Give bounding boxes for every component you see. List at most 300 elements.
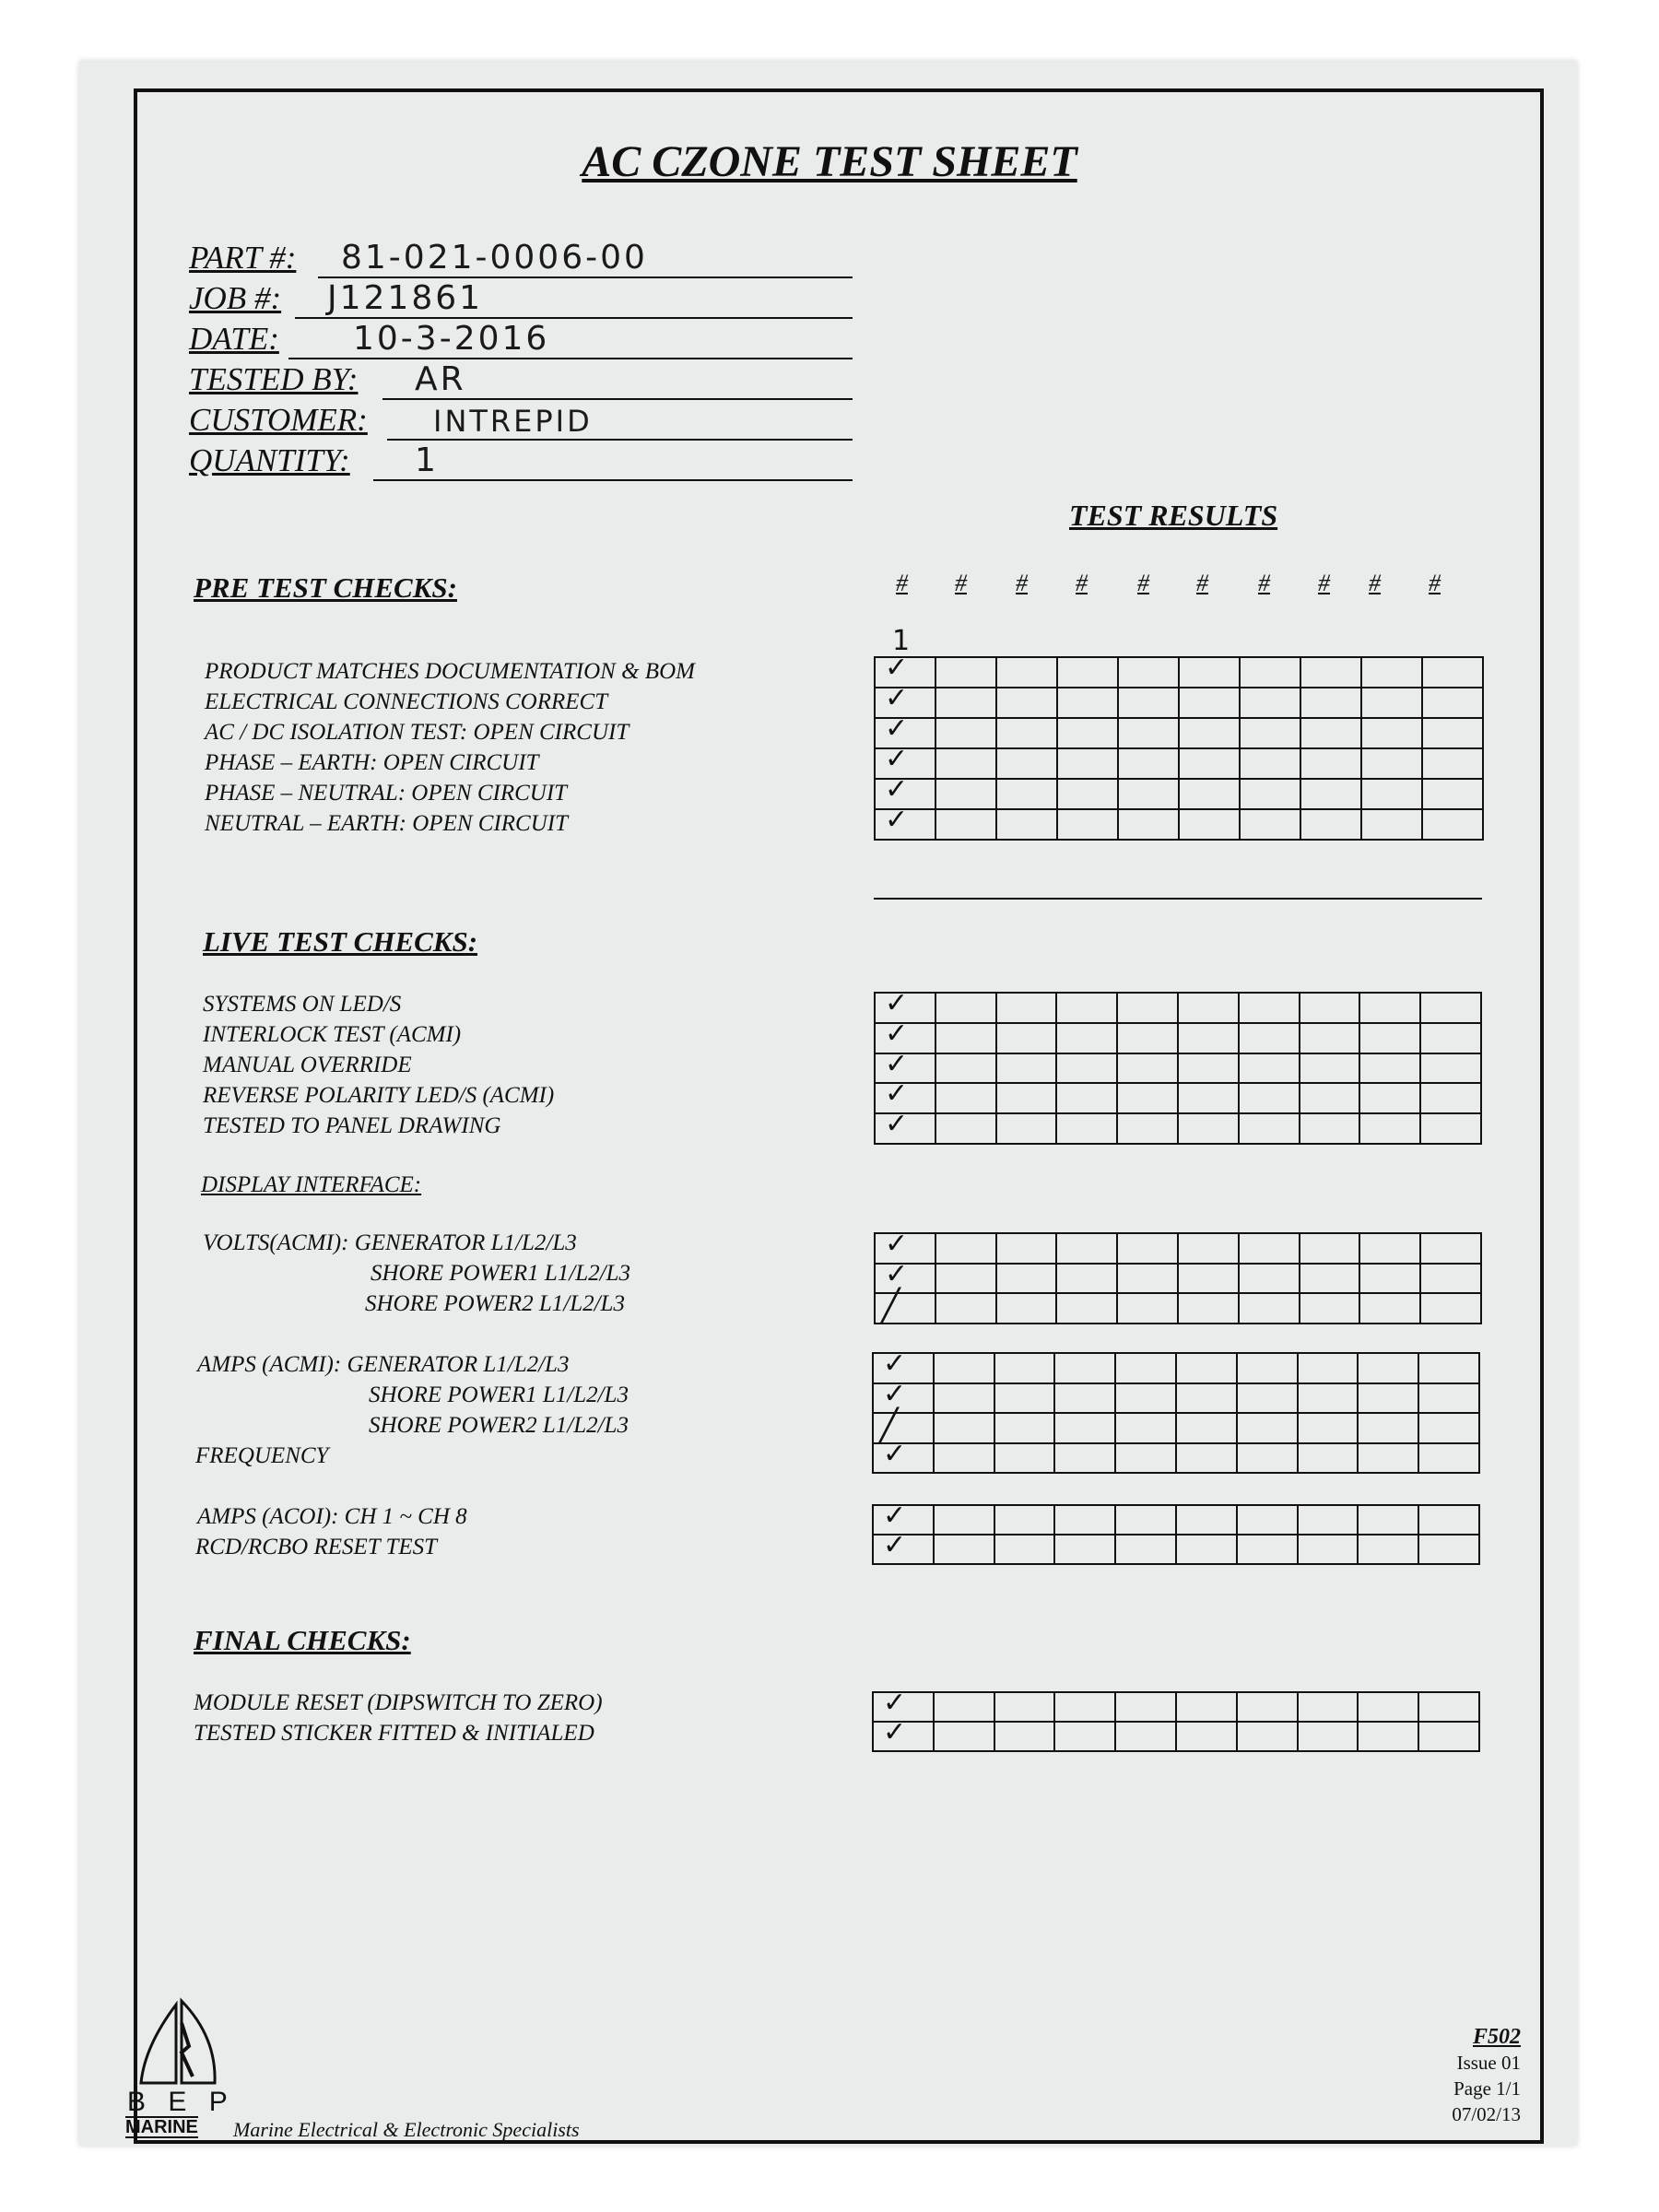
- check-mark-icon: ✓: [885, 1077, 909, 1111]
- volts-grid-cell: [875, 1288, 935, 1325]
- check-mark-icon: ✓: [885, 987, 909, 1019]
- acoi-grid-cell: [1358, 1505, 1418, 1535]
- check-mark-icon: ✓: [885, 1017, 909, 1050]
- pre-grid-cell: [1179, 809, 1240, 840]
- amps-grid-cell: [1115, 1413, 1176, 1443]
- amps-grid-cell: [1358, 1413, 1418, 1443]
- amps-grid-cell: [994, 1383, 1055, 1414]
- amps-grid-cell: [1298, 1353, 1359, 1383]
- acoi-grid-cell: [1237, 1535, 1298, 1564]
- tested-by-label: TESTED BY:: [189, 361, 359, 397]
- pre-grid-cell: [1057, 718, 1118, 748]
- acoi-grid-cell: [1298, 1535, 1359, 1564]
- live-grid-cell: [1300, 993, 1360, 1023]
- amps-grid-cell: [1054, 1383, 1115, 1414]
- column-hash-4: #: [1076, 570, 1088, 596]
- check-mark-icon: ✓: [885, 682, 909, 714]
- check-mark-icon: ✓: [885, 804, 909, 836]
- final-grid-cell: [994, 1722, 1055, 1751]
- acoi-grid-cell: [994, 1505, 1055, 1535]
- check-mark-icon: ✓: [885, 743, 909, 775]
- volts-results-grid: [874, 1228, 1482, 1325]
- volts-grid-cell: [1300, 1293, 1360, 1324]
- volts-grid-cell: [1300, 1233, 1360, 1264]
- acoi-grid-cell: [934, 1505, 994, 1535]
- part-number-field: [189, 238, 853, 278]
- slash-mark-icon: ╱: [881, 1288, 900, 1325]
- volts-grid-cell: [1359, 1293, 1420, 1324]
- live-test-checks-heading: LIVE TEST CHECKS:: [203, 925, 478, 958]
- amps-grid-cell: [1298, 1413, 1359, 1443]
- check-mark-icon: ✓: [883, 1437, 907, 1470]
- live-grid-cell: [875, 1108, 935, 1144]
- pre-grid-cell: [1361, 657, 1422, 688]
- volts-grid-cell: [1359, 1233, 1420, 1264]
- amps-grid-cell: [1176, 1443, 1237, 1474]
- amps-grid-cell: [1054, 1443, 1115, 1474]
- amps-grid-cell: [1054, 1413, 1115, 1443]
- final-grid-cell: [1176, 1722, 1237, 1751]
- live-grid-cell: [1117, 1113, 1178, 1144]
- volts-grid-cell: [1056, 1264, 1117, 1294]
- volts-item-1: VOLTS(ACMI): GENERATOR L1/L2/L3: [203, 1230, 577, 1255]
- column-hash-3: #: [1016, 570, 1028, 596]
- acoi-grid-cell: [1176, 1535, 1237, 1564]
- column-hash-5: #: [1137, 570, 1149, 596]
- final-grid-row: [873, 1692, 1479, 1722]
- column-hash-9: #: [1369, 570, 1381, 596]
- live-grid-row: [875, 1053, 1481, 1084]
- live-grid-row: [875, 1113, 1481, 1144]
- final-grid-row: [873, 1722, 1479, 1751]
- live-item-4: REVERSE POLARITY LED/S (ACMI): [203, 1083, 555, 1108]
- pre-grid-row: [875, 809, 1483, 840]
- job-number-label: JOB #:: [189, 280, 282, 316]
- form-code: F502: [1472, 2025, 1521, 2049]
- amps-grid-cell: [994, 1443, 1055, 1474]
- check-mark-icon: ✓: [883, 1377, 907, 1410]
- amps-grid-cell: [1418, 1383, 1479, 1414]
- volts-grid-cell: [1178, 1233, 1239, 1264]
- pre-grid-cell: [1240, 718, 1300, 748]
- customer-label: CUSTOMER:: [189, 402, 368, 438]
- pre-test-results-grid: [874, 652, 1484, 841]
- pre-grid-cell: [996, 718, 1057, 748]
- date-field: [189, 319, 853, 359]
- pre-grid-cell: [1300, 748, 1361, 779]
- pre-grid-cell: [1118, 657, 1179, 688]
- pre-grid-cell: [996, 809, 1057, 840]
- volts-grid-cell: [1359, 1264, 1420, 1294]
- check-mark-icon: ✓: [883, 1347, 907, 1380]
- live-grid-row: [875, 1083, 1481, 1113]
- column-hash-6: #: [1196, 570, 1208, 596]
- bep-logo-sub: MARINE: [125, 2117, 198, 2137]
- pre-grid-row: [875, 748, 1483, 779]
- final-grid-cell: [1054, 1722, 1115, 1751]
- bep-logo-text: B E P: [127, 2087, 235, 2117]
- pre-grid-cell: [1118, 779, 1179, 809]
- pre-item-1: PRODUCT MATCHES DOCUMENTATION & BOM: [205, 659, 695, 684]
- volts-grid-row: [875, 1264, 1481, 1294]
- final-grid-cell: [1298, 1722, 1359, 1751]
- document-info: [1452, 2024, 1521, 2127]
- pre-grid-cell: [1240, 779, 1300, 809]
- live-grid-cell: [1056, 1083, 1117, 1113]
- volts-grid-cell: [1117, 1293, 1178, 1324]
- pre-grid-cell: [1057, 748, 1118, 779]
- pre-grid-cell: [996, 748, 1057, 779]
- final-item-1: MODULE RESET (DIPSWITCH TO ZERO): [194, 1690, 603, 1715]
- pre-grid-cell: [935, 779, 996, 809]
- live-grid-cell: [935, 1113, 996, 1144]
- volts-grid-cell: [996, 1293, 1057, 1324]
- part-number-value: 81-021-0006-00: [341, 239, 648, 276]
- amps-grid-cell: [1418, 1443, 1479, 1474]
- pre-grid-cell: [935, 688, 996, 718]
- column-hash-2: #: [955, 570, 967, 596]
- check-mark-icon: ✓: [883, 1716, 907, 1748]
- live-grid-cell: [1178, 1113, 1239, 1144]
- live-grid-row: [875, 993, 1481, 1023]
- live-item-3: MANUAL OVERRIDE: [203, 1053, 412, 1077]
- pre-grid-cell: [1361, 809, 1422, 840]
- pre-grid-cell: [1179, 748, 1240, 779]
- date-label: DATE:: [189, 321, 279, 357]
- issue-number: Issue 01: [1456, 2052, 1521, 2074]
- pre-grid-cell: [1179, 779, 1240, 809]
- volts-grid-cell: [1239, 1293, 1300, 1324]
- customer-value: INTREPID: [433, 404, 593, 439]
- check-mark-icon: ✓: [885, 652, 909, 684]
- pre-grid-cell: [935, 809, 996, 840]
- amps-grid-cell: [1237, 1443, 1298, 1474]
- quantity-field: [189, 441, 853, 481]
- acoi-grid-cell: [1115, 1535, 1176, 1564]
- amps-grid-cell: [1358, 1443, 1418, 1474]
- check-mark-icon: ✓: [885, 1108, 909, 1141]
- pre-grid-cell: [1300, 779, 1361, 809]
- pre-grid-row: [875, 779, 1483, 809]
- live-grid-cell: [1117, 1053, 1178, 1084]
- volts-grid-cell: [935, 1233, 996, 1264]
- pre-grid-cell: [1118, 748, 1179, 779]
- amps-grid-cell: [1237, 1383, 1298, 1414]
- amps-grid-cell: [1176, 1413, 1237, 1443]
- acoi-item-1: AMPS (ACOI): CH 1 ~ CH 8: [197, 1504, 467, 1529]
- pre-grid-cell: [1118, 718, 1179, 748]
- live-grid-cell: [1056, 1023, 1117, 1053]
- section-divider-line: [874, 898, 1482, 900]
- company-tagline: Marine Electrical & Electronic Specialists: [233, 2118, 580, 2141]
- live-test-results-grid: [874, 987, 1482, 1145]
- pre-item-5: PHASE – NEUTRAL: OPEN CIRCUIT: [205, 781, 568, 806]
- part-number-label: PART #:: [189, 240, 297, 276]
- pre-grid-row: [875, 657, 1483, 688]
- amps-grid-cell: [1176, 1353, 1237, 1383]
- amps-grid-row: [873, 1443, 1479, 1474]
- acoi-grid-cell: [873, 1529, 934, 1564]
- live-grid-cell: [1239, 1083, 1300, 1113]
- final-grid-cell: [1358, 1722, 1418, 1751]
- pre-grid-cell: [1361, 718, 1422, 748]
- live-grid-cell: [1359, 993, 1420, 1023]
- volts-grid-cell: [1420, 1264, 1481, 1294]
- check-mark-icon: ✓: [885, 712, 909, 745]
- live-grid-cell: [935, 1053, 996, 1084]
- acoi-grid-cell: [1115, 1505, 1176, 1535]
- acoi-grid-cell: [1054, 1505, 1115, 1535]
- volts-item-2: SHORE POWER1 L1/L2/L3: [371, 1261, 630, 1286]
- pre-item-3: AC / DC ISOLATION TEST: OPEN CIRCUIT: [205, 720, 629, 745]
- live-grid-cell: [1359, 1053, 1420, 1084]
- amps-grid-cell: [1176, 1383, 1237, 1414]
- amps-grid-cell: [1358, 1353, 1418, 1383]
- live-grid-cell: [1117, 993, 1178, 1023]
- pre-grid-cell: [935, 748, 996, 779]
- pre-grid-cell: [996, 779, 1057, 809]
- volts-grid-cell: [1239, 1233, 1300, 1264]
- pre-grid-cell: [1300, 688, 1361, 718]
- amps-grid-cell: [994, 1353, 1055, 1383]
- live-grid-cell: [1056, 993, 1117, 1023]
- pre-grid-cell: [1179, 657, 1240, 688]
- live-grid-cell: [1300, 1023, 1360, 1053]
- acoi-grid-cell: [1176, 1505, 1237, 1535]
- pre-grid-row: [875, 688, 1483, 718]
- sheet-title: AC CZONE TEST SHEET: [582, 137, 1077, 186]
- column-hash-10: #: [1429, 570, 1441, 596]
- amps-grid-cell: [1298, 1443, 1359, 1474]
- final-grid-cell: [1418, 1692, 1479, 1722]
- amps-grid-cell: [1237, 1413, 1298, 1443]
- live-grid-cell: [1239, 1113, 1300, 1144]
- live-grid-cell: [996, 1023, 1057, 1053]
- check-mark-icon: ✓: [883, 1500, 907, 1532]
- acoi-item-2: RCD/RCBO RESET TEST: [195, 1535, 438, 1559]
- live-grid-cell: [1239, 1023, 1300, 1053]
- live-grid-cell: [996, 1113, 1057, 1144]
- acoi-grid-row: [873, 1505, 1479, 1535]
- pre-grid-cell: [1422, 779, 1483, 809]
- pre-grid-cell: [1057, 809, 1118, 840]
- volts-grid-cell: [935, 1264, 996, 1294]
- pre-item-4: PHASE – EARTH: OPEN CIRCUIT: [205, 750, 539, 775]
- live-item-2: INTERLOCK TEST (ACMI): [203, 1022, 462, 1047]
- slash-mark-icon: ╱: [879, 1407, 899, 1444]
- acoi-grid-cell: [1054, 1535, 1115, 1564]
- final-item-2: TESTED STICKER FITTED & INITIALED: [194, 1721, 594, 1746]
- amps-grid-cell: [1115, 1383, 1176, 1414]
- live-grid-cell: [1117, 1023, 1178, 1053]
- pre-grid-cell: [1361, 779, 1422, 809]
- pre-grid-cell: [935, 718, 996, 748]
- amps-grid-cell: [934, 1353, 994, 1383]
- job-number-value: J121861: [327, 279, 484, 317]
- live-item-5: TESTED TO PANEL DRAWING: [203, 1113, 501, 1138]
- pre-grid-cell: [935, 657, 996, 688]
- acoi-grid-cell: [1418, 1535, 1479, 1564]
- final-grid-cell: [1115, 1692, 1176, 1722]
- final-grid-cell: [1237, 1692, 1298, 1722]
- volts-grid-cell: [996, 1264, 1057, 1294]
- final-grid-cell: [934, 1722, 994, 1751]
- pre-grid-cell: [1300, 657, 1361, 688]
- column-one-number: 1: [892, 625, 911, 657]
- live-grid-cell: [1359, 1113, 1420, 1144]
- volts-grid-cell: [1420, 1233, 1481, 1264]
- issue-date: 07/02/13: [1452, 2103, 1521, 2125]
- pre-grid-cell: [1118, 809, 1179, 840]
- pre-grid-cell: [996, 688, 1057, 718]
- page-number: Page 1/1: [1453, 2077, 1521, 2100]
- pre-grid-cell: [1179, 688, 1240, 718]
- live-grid-cell: [996, 1053, 1057, 1084]
- amps-grid-cell: [873, 1437, 934, 1474]
- column-hash-1: #: [896, 570, 908, 596]
- live-grid-cell: [1359, 1023, 1420, 1053]
- check-mark-icon: ✓: [885, 1047, 909, 1080]
- live-grid-cell: [1420, 1083, 1481, 1113]
- pre-grid-cell: [1361, 748, 1422, 779]
- pre-grid-cell: [1422, 688, 1483, 718]
- amps-grid-cell: [934, 1413, 994, 1443]
- live-grid-cell: [1300, 1053, 1360, 1084]
- check-mark-icon: ✓: [883, 1529, 907, 1561]
- pre-grid-cell: [1118, 688, 1179, 718]
- acoi-grid-cell: [934, 1535, 994, 1564]
- pre-grid-row: [875, 718, 1483, 748]
- amps-item-3: SHORE POWER2 L1/L2/L3: [369, 1413, 629, 1438]
- live-grid-cell: [1178, 1083, 1239, 1113]
- amps-grid-row: [873, 1383, 1479, 1414]
- pre-grid-cell: [1422, 748, 1483, 779]
- final-checks-heading: FINAL CHECKS:: [194, 1624, 411, 1656]
- amps-grid-cell: [1298, 1383, 1359, 1414]
- pre-grid-cell: [875, 804, 935, 840]
- final-grid-cell: [994, 1692, 1055, 1722]
- check-mark-icon: ✓: [885, 1228, 909, 1260]
- quantity-line: [373, 479, 853, 481]
- pre-grid-cell: [1240, 688, 1300, 718]
- pre-grid-cell: [1422, 657, 1483, 688]
- volts-grid-cell: [935, 1293, 996, 1324]
- amps-grid-cell: [1358, 1383, 1418, 1414]
- live-grid-cell: [1359, 1083, 1420, 1113]
- pre-grid-cell: [1057, 657, 1118, 688]
- live-grid-cell: [1420, 1053, 1481, 1084]
- final-grid-cell: [1176, 1692, 1237, 1722]
- tested-by-field: [189, 359, 853, 400]
- volts-grid-cell: [1300, 1264, 1360, 1294]
- live-grid-cell: [935, 1023, 996, 1053]
- live-grid-cell: [1178, 1023, 1239, 1053]
- pre-grid-cell: [1057, 779, 1118, 809]
- live-grid-row: [875, 1023, 1481, 1053]
- pre-grid-cell: [1300, 718, 1361, 748]
- amps-grid-cell: [1237, 1353, 1298, 1383]
- amps-grid-cell: [934, 1443, 994, 1474]
- volts-item-3: SHORE POWER2 L1/L2/L3: [365, 1291, 625, 1316]
- amps-grid-cell: [1418, 1353, 1479, 1383]
- acoi-grid-cell: [1298, 1505, 1359, 1535]
- test-results-heading: TEST RESULTS: [1069, 499, 1278, 532]
- live-grid-cell: [996, 1083, 1057, 1113]
- date-value: 10-3-2016: [353, 320, 550, 358]
- amps-item-1: AMPS (ACMI): GENERATOR L1/L2/L3: [197, 1352, 570, 1377]
- volts-grid-cell: [1178, 1264, 1239, 1294]
- volts-grid-cell: [1239, 1264, 1300, 1294]
- pre-grid-cell: [1361, 688, 1422, 718]
- volts-grid-cell: [1056, 1293, 1117, 1324]
- live-grid-cell: [1420, 993, 1481, 1023]
- check-mark-icon: ✓: [885, 1257, 909, 1290]
- volts-grid-cell: [1420, 1293, 1481, 1324]
- live-grid-cell: [935, 993, 996, 1023]
- live-item-1: SYSTEMS ON LED/S: [203, 992, 402, 1017]
- live-grid-cell: [1300, 1113, 1360, 1144]
- amps-grid-cell: [1115, 1443, 1176, 1474]
- check-mark-icon: ✓: [883, 1687, 907, 1719]
- quantity-value: 1: [415, 441, 439, 479]
- acoi-grid-cell: [1237, 1505, 1298, 1535]
- pre-item-2: ELECTRICAL CONNECTIONS CORRECT: [205, 689, 608, 714]
- pre-test-checks-heading: PRE TEST CHECKS:: [194, 571, 457, 604]
- volts-grid-cell: [996, 1233, 1057, 1264]
- amps-grid-cell: [934, 1383, 994, 1414]
- pre-grid-cell: [1179, 718, 1240, 748]
- live-grid-cell: [1420, 1113, 1481, 1144]
- volts-grid-row: [875, 1233, 1481, 1264]
- pre-grid-cell: [1240, 657, 1300, 688]
- pre-grid-cell: [1300, 809, 1361, 840]
- live-grid-cell: [935, 1083, 996, 1113]
- display-interface-heading: DISPLAY INTERFACE:: [201, 1172, 422, 1197]
- live-grid-cell: [1239, 1053, 1300, 1084]
- pre-grid-cell: [1422, 809, 1483, 840]
- amps-item-2: SHORE POWER1 L1/L2/L3: [369, 1382, 629, 1407]
- final-grid-cell: [1115, 1722, 1176, 1751]
- job-number-field: [189, 278, 853, 319]
- acoi-results-grid: [872, 1500, 1480, 1565]
- live-grid-cell: [1178, 1053, 1239, 1084]
- amps-results-grid: [872, 1347, 1480, 1474]
- volts-grid-cell: [1178, 1293, 1239, 1324]
- amps-grid-row: [873, 1413, 1479, 1443]
- final-results-grid: [872, 1687, 1480, 1752]
- live-grid-cell: [1420, 1023, 1481, 1053]
- check-mark-icon: ✓: [885, 773, 909, 806]
- final-grid-cell: [1418, 1722, 1479, 1751]
- final-grid-cell: [873, 1716, 934, 1751]
- live-grid-cell: [1178, 993, 1239, 1023]
- pre-grid-cell: [1240, 809, 1300, 840]
- amps-grid-cell: [994, 1413, 1055, 1443]
- live-grid-cell: [1056, 1113, 1117, 1144]
- amps-grid-cell: [1115, 1353, 1176, 1383]
- final-grid-cell: [1237, 1722, 1298, 1751]
- live-grid-cell: [1300, 1083, 1360, 1113]
- final-grid-cell: [1298, 1692, 1359, 1722]
- volts-grid-cell: [1117, 1233, 1178, 1264]
- column-hash-8: #: [1318, 570, 1330, 596]
- pre-grid-cell: [1422, 718, 1483, 748]
- volts-grid-row: [875, 1293, 1481, 1324]
- customer-field: [189, 400, 853, 441]
- final-grid-cell: [1054, 1692, 1115, 1722]
- pre-grid-cell: [1240, 748, 1300, 779]
- pre-item-6: NEUTRAL – EARTH: OPEN CIRCUIT: [205, 811, 568, 836]
